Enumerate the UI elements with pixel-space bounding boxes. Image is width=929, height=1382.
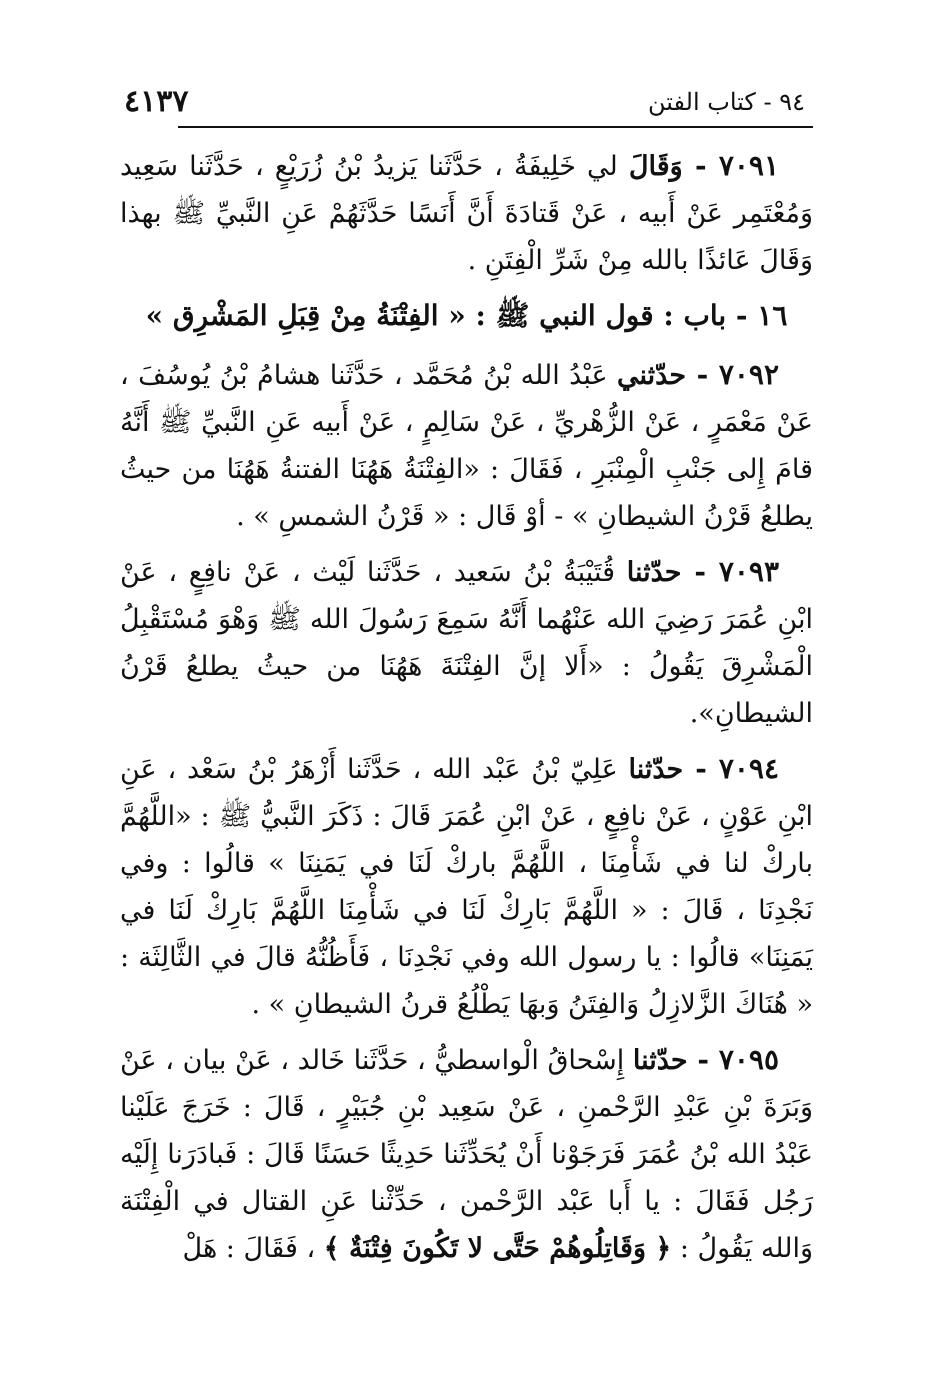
page-number: ٤١٣٧	[124, 84, 189, 119]
hadith-number: ٧٠٩٥ -	[687, 1043, 779, 1076]
hadith-lead: حدّثنا	[626, 557, 682, 588]
hadith-tail: ، فَقَالَ : هَلْ	[182, 1233, 324, 1264]
hadith-text: قُتَيْبَةُ بْنُ سَعيد ، حَدَّثَنا لَيْث ، عَنْ نافِعٍ ، عَنْ ابْنِ عُمَرَ رَضِيَ الله عَنْهُما أَنَّهُ سَمِعَ رَسُولَ الله ﷺ وَهْوَ مُسْتَقْبِلُ الْمَشْرِقَ يَقُولُ : «أَلا إنَّ الفِتْنَةَ هَهُنَا من حيثُ يطلعُ قَرْنُ الشيطانِ».	[120, 557, 813, 729]
hadith-lead: وَقَالَ	[628, 151, 683, 182]
page-body	[120, 142, 813, 1280]
hadith-7093	[120, 548, 813, 737]
header-rule	[178, 126, 813, 128]
chapter-heading: ١٦ - باب : قول النبي ﷺ : « الفِتْنَةُ مِنْ قِبَلِ المَشْرِق »	[145, 299, 788, 332]
hadith-text: عَبْدُ الله بْنُ مُحَمَّد ، حَدَّثَنا هشامُ بْنُ يُوسُفَ ، عَنْ مَعْمَرٍ ، عَنْ الزُّهْريِّ ، عَنْ سَالِمٍ ، عَنْ أَبيه عَنِ النَّبيِّ ﷺ أَنَّهُ قامَ إِلى جَنْبِ الْمِنْبَرِ ، فَقَالَ : «الفِتْنَةُ هَهُنَا الفتنةُ هَهُنَا من حيثُ يطلعُ قَرْنُ الشيطانِ » - أوْ قَال : « قَرْنُ الشمسِ » .	[120, 360, 813, 532]
hadith-number: ٧٠٩٢ -	[686, 358, 779, 391]
hadith-text: عَلِيّ بْنُ عَبْد الله ، حَدَّثَنا أَزْهَرُ بْنُ سَعْد ، عَنِ ابْنِ عَوْنٍ ، عَنْ نافِعٍ ، عَنْ ابْنِ عُمَرَ قَالَ : ذَكَرَ النَّبيُّ ﷺ : «اللَّهُمَّ باركْ لنا في شَأْمِنَا ، اللَّهُمَّ باركْ لَنَا في يَمَنِنَا » قالُوا : وفي نَجْدِنَا ، قَالَ : « اللَّهُمَّ بَارِكْ لَنَا في شَأْمِنَا اللَّهُمَّ بَارِكْ لَنَا في يَمَنِنَا» قالُوا : يا رسول الله وفي نَجْدِنَا ، فَأَظُنُّهُ قالَ في الثَّالِثَة : « هُنَاكَ الزَّلازِلُ وَالفِتَنُ وَبهَا يَطْلُعُ قرنُ الشيطانِ » .	[120, 754, 813, 1020]
hadith-lead: حدّثنا	[632, 1045, 688, 1076]
hadith-lead: حدّثنا	[628, 754, 684, 785]
hadith-7092	[120, 351, 813, 540]
page-header	[120, 80, 809, 122]
hadith-7094	[120, 745, 813, 1028]
quran-quote: ﴿ وَقَاتِلُوهُمْ حَتَّى لا تَكُونَ فِتْنَةٌ ﴾	[323, 1233, 672, 1264]
hadith-7095	[120, 1036, 813, 1272]
running-head: ٩٤ - كتاب الفتن	[648, 88, 805, 116]
hadith-number: ٧٠٩١ -	[682, 149, 779, 182]
hadith-number: ٧٠٩٤ -	[683, 752, 779, 785]
hadith-7091	[120, 142, 813, 284]
hadith-number: ٧٠٩٣ -	[681, 555, 779, 588]
hadith-text: إِسْحاقُ الْواسطيُّ ، حَدَّثَنا خَالد ، عَنْ بيان ، عَنْ وَبَرَةَ بْنِ عَبْدِ الرَّحْمنِ ، عَنْ سَعِيد بْنِ جُبَيْرٍ ، قَالَ : خَرَجَ عَلَيْنا عَبْدُ الله بْنُ عُمَرَ فَرَجَوْنا أَنْ يُحَدِّثَنا حَدِيثًا حَسَنًا قَالَ : فَبادَرَنا إِلَيْه رَجُل فَقَالَ : يا أَبا عَبْد الرَّحْمن ، حَدِّثْنا عَنِ القتال في الْفِتْنَة وَالله يَقُولُ :	[120, 1045, 813, 1264]
hadith-lead: حدّثني	[617, 360, 687, 391]
hadith-text: لي خَلِيفَةُ ، حَدَّثَنا يَزيدُ بْنُ زُرَيْعٍ ، حَدَّثَنا سَعِيد وَمُعْتَمِر عَنْ أَبيه ، عَنْ قَتادَةَ أَنَّ أَنَسًا حَدَّثَهُمْ عَنِ النَّبيِّ ﷺ بهذا وَقَالَ عَائذًا بالله مِنْ شَرِّ الْفِتَنِ .	[120, 151, 813, 276]
